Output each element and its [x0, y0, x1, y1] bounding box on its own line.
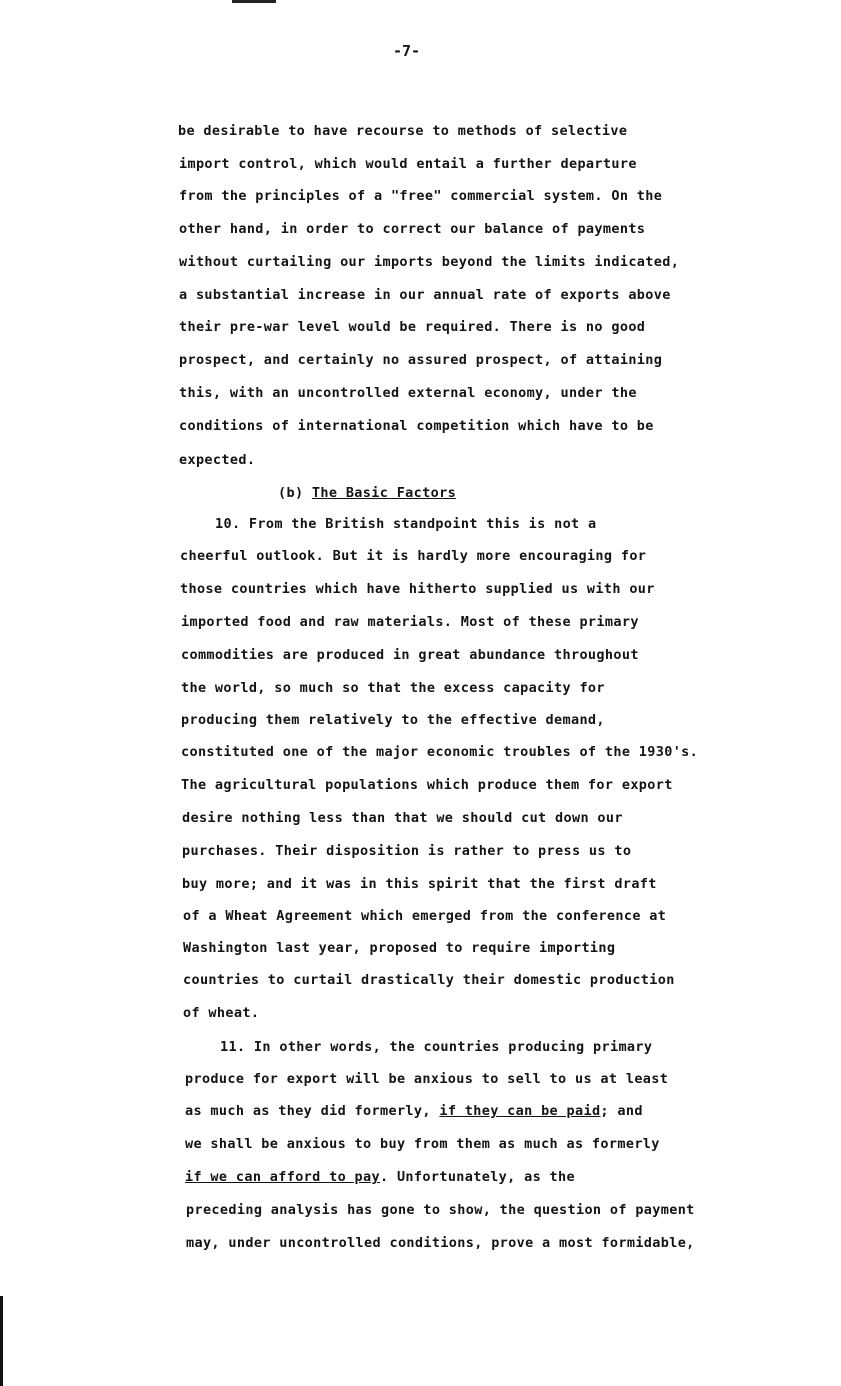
text-line: cheerful outlook. But it is hardly more encouraging for: [180, 548, 647, 564]
scan-artifact-top: [232, 0, 276, 3]
text-line: those countries which have hitherto supplied us with our: [180, 581, 655, 597]
text-line: [185, 1103, 643, 1119]
text-line: be desirable to have recourse to methods of selective: [178, 123, 628, 139]
text-line: of wheat.: [183, 1005, 260, 1021]
text-line: 11. In other words, the countries producing primary: [220, 1039, 653, 1055]
text-line: Washington last year, proposed to require importing: [183, 940, 616, 956]
text-line: without curtailing our imports beyond the limits indicated,: [179, 254, 680, 270]
page-number: -7-: [393, 42, 421, 60]
text-line: The agricultural populations which produce them for export: [181, 777, 673, 793]
section-heading: [278, 485, 456, 501]
text-line: other hand, in order to correct our balance of payments: [179, 221, 646, 237]
text-line: constituted one of the major economic troubles of the 1930's.: [181, 744, 699, 760]
text-run: ; and: [600, 1103, 643, 1119]
section-label: (b): [278, 485, 304, 501]
text-line: of a Wheat Agreement which emerged from the conference at: [183, 908, 667, 924]
text-line: produce for export will be anxious to sell to us at least: [185, 1071, 669, 1087]
text-line: this, with an uncontrolled external economy, under the: [179, 385, 637, 401]
text-line: countries to curtail drastically their domestic production: [183, 972, 675, 988]
text-line: their pre-war level would be required. There is no good: [179, 319, 646, 335]
text-line: we shall be anxious to buy from them as much as formerly: [185, 1136, 660, 1152]
text-line: expected.: [179, 452, 256, 468]
text-line: preceding analysis has gone to show, the question of payment: [186, 1202, 695, 1218]
text-line: the world, so much so that the excess capacity for: [181, 680, 605, 696]
underlined-phrase: if they can be paid: [439, 1103, 601, 1119]
text-line: producing them relatively to the effective demand,: [181, 712, 605, 728]
text-line: from the principles of a "free" commercial system. On the: [179, 188, 663, 204]
text-line: buy more; and it was in this spirit that the first draft: [182, 876, 657, 892]
text-run: . Unfortunately, as the: [380, 1169, 575, 1185]
text-line: imported food and raw materials. Most of these primary: [181, 614, 639, 630]
text-line: [185, 1169, 575, 1185]
text-line: commodities are produced in great abundance throughout: [181, 647, 639, 663]
text-line: import control, which would entail a further departure: [179, 156, 637, 172]
text-line: desire nothing less than that we should cut down our: [182, 810, 623, 826]
section-title: The Basic Factors: [311, 485, 457, 501]
text-line: prospect, and certainly no assured prospect, of attaining: [179, 352, 663, 368]
text-line: may, under uncontrolled conditions, prove a most formidable,: [186, 1235, 695, 1251]
underlined-phrase: if we can afford to pay: [185, 1169, 380, 1185]
text-line: a substantial increase in our annual rate of exports above: [179, 287, 671, 303]
text-line: conditions of international competition which have to be: [179, 418, 654, 434]
scan-artifact-left: [0, 1296, 3, 1386]
text-run: as much as they did formerly,: [185, 1103, 440, 1119]
text-line: purchases. Their disposition is rather to press us to: [182, 843, 632, 859]
text-line: 10. From the British standpoint this is not a: [215, 516, 597, 532]
